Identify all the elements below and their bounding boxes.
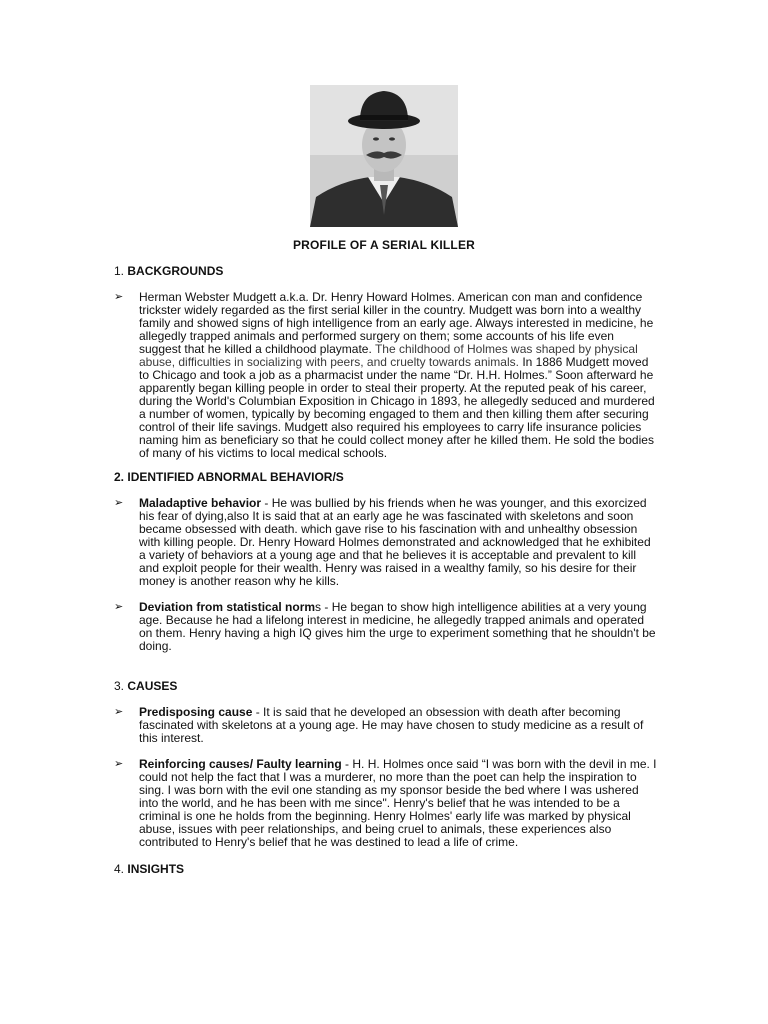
item-text-part: In 1886 Mudgett moved to Chicago and took a job as a pharmacist under the name “Dr. H.H. Holmes.” Soon afterward he apparently began killing people in order to steal their property. At the reputed peak of his career, during the World's Columbian Exposition in Chicago in 1893, he allegedly seduced and murdered a number of women, typically by becoming engaged to them and then killing them after securing control of their life savings. Mudgett also required his employees to carry life insurance policies naming him as beneficiary so that he could collect money after he killed them. He sold the bodies of many of his victims to local medical schools.	[139, 355, 655, 460]
section-number: 4.	[114, 862, 125, 876]
item-text-part: The childhood of Holmes was shaped by physical abuse, difficulties in socializing with peers, and cruelty towards animals.	[139, 342, 638, 369]
item-body: - It is said that he developed an obsession with death after becoming fascinated with skeletons at a young age. He may have chosen to study medicine as a result of this interest.	[139, 705, 644, 745]
section-number: 3.	[114, 679, 125, 693]
section-causes	[114, 679, 659, 849]
item-lead: Deviation from statistical norm	[139, 600, 316, 614]
arrow-bullet-icon: ➢	[114, 291, 124, 303]
document-body	[114, 264, 659, 876]
item-text	[139, 758, 659, 849]
arrow-bullet-icon: ➢	[114, 758, 124, 770]
section-number: 1.	[114, 264, 125, 278]
document-title: PROFILE OF A SERIAL KILLER	[292, 238, 476, 252]
list-item	[114, 601, 659, 653]
section-heading	[114, 264, 659, 278]
section-abnormal-behavior	[114, 470, 659, 653]
item-body: - H. H. Holmes once said “I was born with the devil in me. I could not help the fact that I was a murderer, no more than the poet can help the inspiration to sing. I was born with the evil one standing as my sponsor beside the bed where I was ushered into the world, and he has been with me since". Henry's belief that he was intended to be a criminal is one he holds from the beginning. Henry Holmes' early life was marked by physical abuse, issues with peer relationships, and being cruel to animals, these experiences also contributed to Henry's belief that he was destined to lead a life of crime.	[139, 757, 657, 849]
section-insights	[114, 862, 659, 876]
section-title: CAUSES	[127, 679, 178, 693]
item-text	[139, 706, 659, 745]
portrait-illustration	[310, 85, 458, 227]
section-heading	[114, 470, 659, 484]
item-lead: Predisposing cause	[139, 705, 253, 719]
list-item	[114, 497, 659, 588]
section-heading	[114, 862, 659, 876]
item-lead: Reinforcing causes/ Faulty learning	[139, 757, 342, 771]
arrow-bullet-icon: ➢	[114, 497, 124, 509]
item-text	[139, 497, 659, 588]
section-title: BACKGROUNDS	[127, 264, 224, 278]
item-text	[139, 291, 659, 460]
list-item	[114, 706, 659, 745]
arrow-bullet-icon: ➢	[114, 601, 124, 613]
section-title: IDENTIFIED ABNORMAL BEHAVIOR/S	[127, 470, 344, 484]
item-body: s - He began to show high intelligence abilities at a very young age. Because he had a lifelong interest in medicine, he allegedly trapped animals and operated on them. Henry having a high IQ gives him the urge to experiment something that he shouldn't be doing.	[139, 600, 656, 653]
portrait-photo	[310, 85, 458, 227]
section-heading	[114, 679, 659, 693]
item-text	[139, 601, 659, 653]
list-item	[114, 758, 659, 849]
arrow-bullet-icon: ➢	[114, 706, 124, 718]
item-text-part: Herman Webster Mudgett a.k.a. Dr. Henry Howard Holmes. American con man and confidence trickster widely regarded as the first serial killer in the country. Mudgett was born into a wealthy family and showed signs of high intelligence from an early age. Always interested in medicine, he allegedly trapped animals and performed surgery on them; some accounts of his life even suggest that he killed a childhood playmate.	[139, 290, 654, 356]
section-backgrounds	[114, 264, 659, 460]
section-title: INSIGHTS	[127, 862, 185, 876]
item-body: - He was bullied by his friends when he was younger, and this exorcized his fear of dying,also It is said that at an early age he was fascinated with skeletons and soon became obsessed with death. which gave rise to his fascination with and unhealthy obsession with killing people. Dr. Henry Howard Holmes demonstrated and acknowledged that he exhibited a variety of behaviors at a young age and that he believes it is acceptable and prevalent to kill and exploit people for their wealth. Henry was raised in a wealthy family, so his desire for their money is another reason why he kills.	[139, 496, 651, 588]
item-lead: Maladaptive behavior	[139, 496, 262, 510]
section-number: 2.	[114, 470, 125, 484]
list-item	[114, 291, 659, 460]
